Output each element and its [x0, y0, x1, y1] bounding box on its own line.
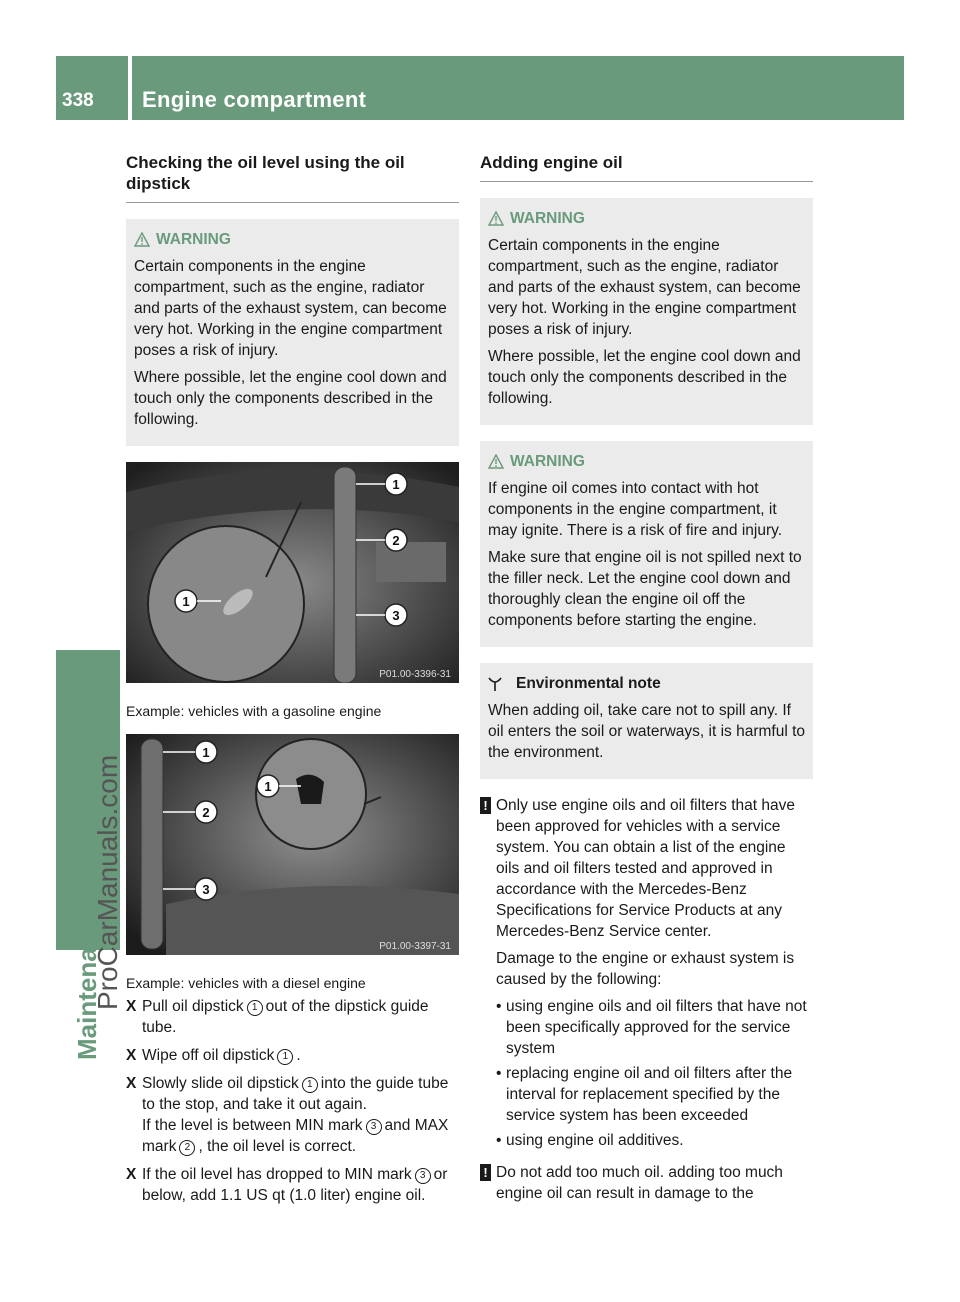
- warning-icon: [488, 211, 504, 226]
- photo-caption: Example: vehicles with a gasoline engine: [126, 703, 382, 719]
- heading-rule: [126, 202, 459, 203]
- plant-icon: [488, 676, 502, 692]
- environmental-note-title: Environmental note: [488, 673, 805, 694]
- photo-caption: Example: vehicles with a diesel engine: [126, 975, 366, 991]
- environmental-note-box: [480, 663, 813, 779]
- callout-1: 1: [182, 594, 190, 609]
- note-text: Damage to the engine or exhaust system is caused by the following:: [496, 950, 795, 988]
- warning-box: [480, 198, 813, 425]
- side-tab-label: Maintenance and care: [72, 788, 102, 1060]
- right-column: [480, 152, 813, 1217]
- image-code: P01.00-3397-31: [379, 941, 451, 952]
- warning-text: Where possible, let the engine cool down and touch only the components described in the following.: [488, 348, 801, 407]
- callout-3: 3: [392, 608, 400, 623]
- caution-icon: !: [480, 1164, 491, 1181]
- bullet-item: • using engine oil additives.: [496, 1132, 684, 1149]
- callout-ref: 1: [302, 1077, 318, 1093]
- warning-text: Where possible, let the engine cool down and touch only the components described in the following.: [134, 369, 447, 428]
- bullet-item: • using engine oils and oil filters that have not been specifically approved for the service system: [496, 998, 807, 1057]
- step-item: X If the oil level has dropped to MIN mark 3 or below, add 1.1 US qt (1.0 liter) engine oil.: [126, 1166, 448, 1204]
- callout-3: 3: [202, 882, 210, 897]
- engine-photo-diesel: [126, 734, 459, 955]
- left-heading: Checking the oil level using the oil dipstick: [126, 153, 405, 193]
- callout-ref: 1: [247, 1000, 263, 1016]
- caution-note: [480, 795, 813, 1155]
- callout-1: 1: [392, 477, 400, 492]
- callout-ref: 1: [277, 1049, 293, 1065]
- warning-text: Certain components in the engine compartment, such as the engine, radiator and parts of the exhaust system, can become very hot. Working in the engine compartment poses a risk of injury.: [488, 237, 801, 338]
- environmental-note-text: When adding oil, take care not to spill any. If oil enters the soil or waterways, it is harmful to the environment.: [488, 702, 806, 761]
- callout-ref: 3: [415, 1168, 431, 1184]
- heading-rule: [480, 181, 813, 182]
- step-item: X Slowly slide oil dipstick 1 into the guide tube to the stop, and take it out again. If the level is between MIN mark 3 and MAX mark 2 , the oil level is correct.: [126, 1075, 449, 1155]
- warning-icon: [134, 232, 150, 247]
- caution-icon: !: [480, 797, 491, 814]
- callout-1: 1: [202, 745, 210, 760]
- warning-text: Make sure that engine oil is not spilled next to the filler neck. Let the engine cool down and thoroughly clean the engine oil off the components before starting the engine.: [488, 549, 802, 629]
- callout-1: 1: [264, 779, 272, 794]
- warning-title: WARNING: [134, 229, 451, 250]
- image-code: P01.00-3396-31: [379, 669, 451, 680]
- warning-icon: [488, 454, 504, 469]
- section-title: Engine compartment: [142, 87, 367, 112]
- page-header: [56, 56, 904, 120]
- left-column: [126, 152, 459, 1213]
- warning-title: WARNING: [488, 451, 805, 472]
- warning-box: [480, 441, 813, 647]
- page-number: 338: [62, 90, 94, 111]
- step-item: X Wipe off oil dipstick 1 .: [126, 1047, 301, 1064]
- right-heading: Adding engine oil: [480, 153, 623, 172]
- note-text: Only use engine oils and oil filters that have been approved for vehicles with a service system. You can obtain a list of the engine oils and oil filters tested and approved in accordance with the Mercedes-Benz Specifications for Service Products at any Mercedes-Benz Service center.: [496, 797, 795, 940]
- callout-2: 2: [392, 533, 400, 548]
- step-item: X Pull oil dipstick 1 out of the dipstick guide tube.: [126, 998, 429, 1036]
- warning-box: [126, 219, 459, 446]
- watermark: ProCarManuals.com: [92, 754, 123, 1010]
- engine-photo-gasoline: [126, 462, 459, 683]
- note-text: Do not add too much oil. adding too much engine oil can result in damage to the: [496, 1164, 783, 1202]
- callout-2: 2: [202, 805, 210, 820]
- header-divider: [128, 56, 132, 120]
- warning-text: Certain components in the engine compartment, such as the engine, radiator and parts of the exhaust system, can become very hot. Working in the engine compartment poses a risk of injury.: [134, 258, 447, 359]
- warning-title: WARNING: [488, 208, 805, 229]
- callout-ref: 2: [179, 1140, 195, 1156]
- bullet-item: • replacing engine oil and oil filters after the interval for replacement specified by the service system has been exceeded: [496, 1065, 793, 1124]
- warning-text: If engine oil comes into contact with hot components in the engine compartment, it may ignite. There is a risk of fire and injury.: [488, 480, 783, 539]
- callout-ref: 3: [366, 1119, 382, 1135]
- caution-note: [480, 1162, 813, 1210]
